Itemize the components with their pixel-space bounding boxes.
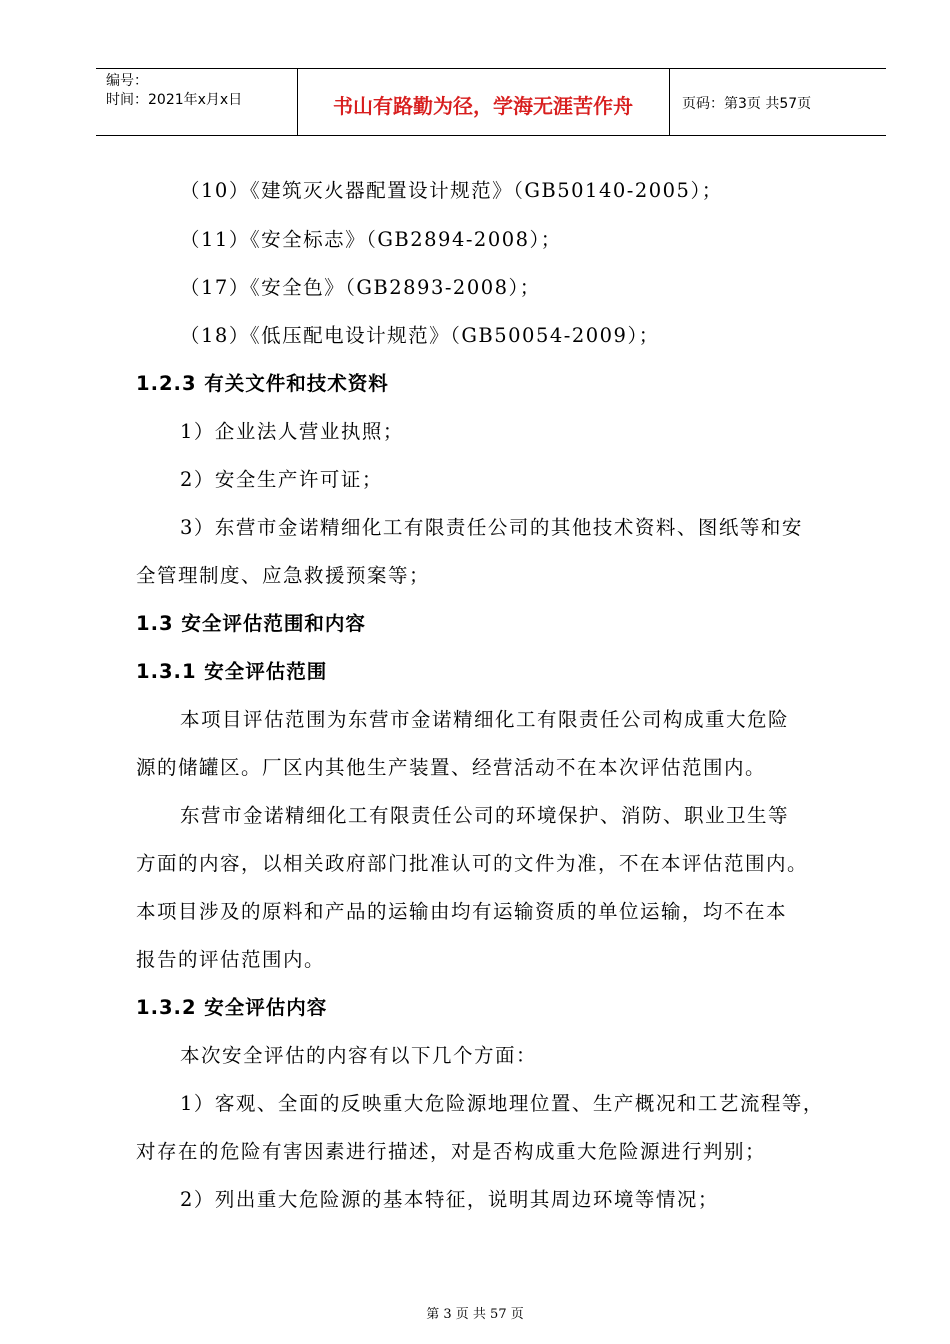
time-label: 时间：2021年x月x日 [106, 92, 243, 108]
list-item-license: 1）企业法人营业执照； [180, 420, 404, 443]
section-heading-1-3-1: 1.3.1 安全评估范围 [136, 660, 328, 683]
page-footer: 第 3 页 共 57 页 [426, 1307, 524, 1322]
list-item-permit: 2）安全生产许可证； [180, 468, 383, 491]
code-label: 编号： [106, 73, 148, 89]
header-left-cell [106, 72, 242, 110]
paragraph-scope-2-line2: 方面的内容，以相关政府部门批准认可的文件为准，不在本评估范围内。 [136, 852, 809, 875]
header-page-label: 页码：第3页 共57页 [682, 96, 812, 112]
paragraph-scope-2-line4: 报告的评估范围内。 [136, 948, 326, 971]
list-item-content-2: 2）列出重大危险源的基本特征，说明其周边环境等情况； [180, 1188, 719, 1211]
list-item-content-1: 1）客观、全面的反映重大危险源地理位置、生产概况和工艺流程等， [180, 1092, 824, 1115]
list-item-other-docs: 3）东营市金诺精细化工有限责任公司的其他技术资料、图纸等和安 [180, 516, 803, 539]
list-item-content-1-cont: 对存在的危险有害因素进行描述，对是否构成重大危险源进行判别； [136, 1140, 767, 1163]
section-heading-1-2-3: 1.2.3 有关文件和技术资料 [136, 372, 389, 395]
section-heading-1-3-2: 1.3.2 安全评估内容 [136, 996, 328, 1019]
section-heading-1-3: 1.3 安全评估范围和内容 [136, 612, 366, 635]
page-header [96, 68, 886, 136]
paragraph-scope-1: 本项目评估范围为东营市金诺精细化工有限责任公司构成重大危险 [180, 708, 790, 731]
ref-item-11: （11）《安全标志》（GB2894-2008）； [180, 228, 562, 251]
ref-item-10: （10）《建筑灭火器配置设计规范》（GB50140-2005）； [180, 179, 723, 202]
paragraph-scope-2: 东营市金诺精细化工有限责任公司的环境保护、消防、职业卫生等 [180, 804, 790, 827]
paragraph-content-intro: 本次安全评估的内容有以下几个方面： [180, 1044, 538, 1067]
ref-item-18: （18）《低压配电设计规范》（GB50054-2009）； [180, 324, 660, 347]
header-bottom-rule [96, 135, 886, 136]
header-divider-right [669, 68, 670, 136]
paragraph-scope-2-line3: 本项目涉及的原料和产品的运输由均有运输资质的单位运输，均不在本 [136, 900, 788, 923]
header-motto: 书山有路勤为径，学海无涯苦作舟 [333, 94, 633, 118]
list-item-other-docs-cont: 全管理制度、应急救援预案等； [136, 564, 431, 587]
ref-item-17: （17）《安全色》（GB2893-2008）； [180, 276, 541, 299]
paragraph-scope-1-cont: 源的储罐区。厂区内其他生产装置、经营活动不在本次评估范围内。 [136, 756, 767, 779]
header-top-rule [96, 68, 886, 69]
